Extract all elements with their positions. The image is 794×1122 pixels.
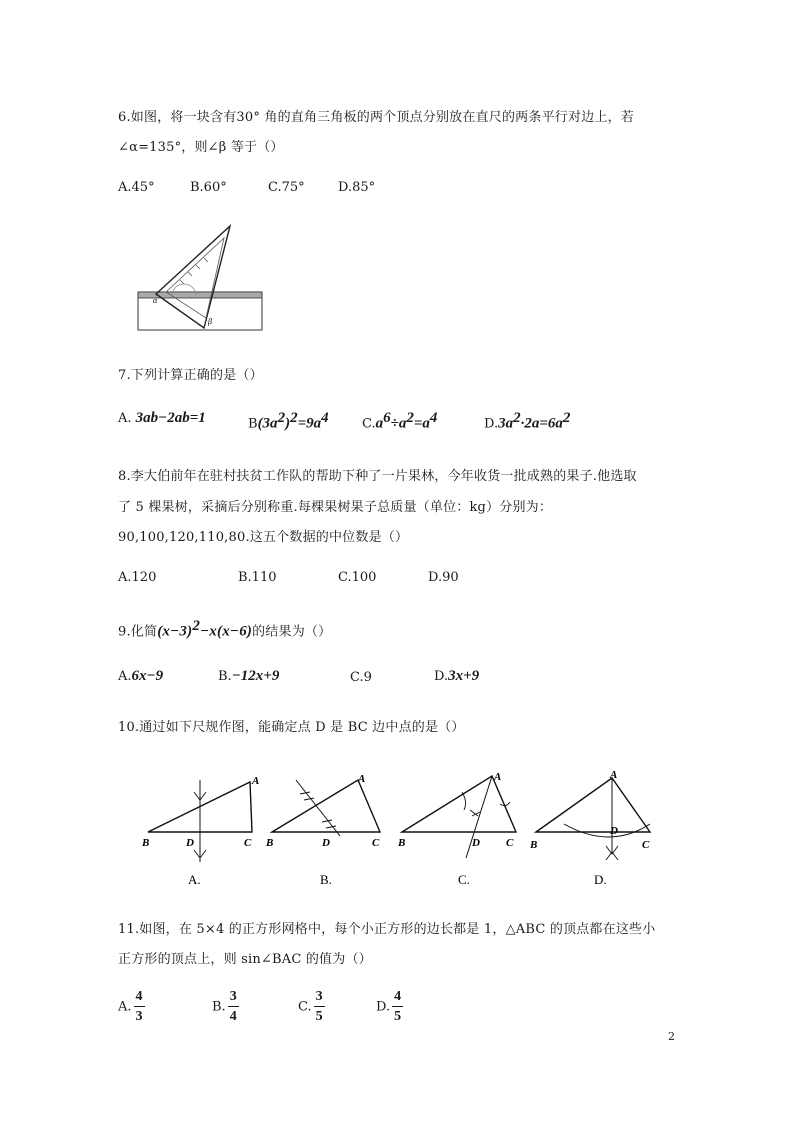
q9-option-a: A.6x−9: [118, 668, 164, 684]
q10-figure-a: [140, 770, 270, 888]
svg-text:A: A: [494, 771, 502, 783]
q8-stem-line1: 8.李大伯前年在驻村扶贫工作队的帮助下种了一片果林，今年收货一批成熟的果子.他选取: [118, 469, 637, 484]
svg-text:D: D: [322, 837, 330, 849]
svg-text:B: B: [398, 837, 406, 849]
svg-text:D: D: [186, 837, 194, 849]
q9-stem: 9.化简$(x-3)^2-x(x-6)$的结果为（）: [118, 618, 332, 640]
svg-text:A: A: [610, 769, 618, 781]
q6-option-d: D.85°: [338, 180, 376, 195]
q8-option-a: A.120: [118, 570, 157, 585]
q8-option-d: D.90: [428, 570, 459, 585]
q10-caption-d: D.: [594, 872, 607, 887]
q6-option-b: B.60°: [190, 180, 227, 195]
q6-option-c: C.75°: [268, 180, 305, 195]
q7-option-a-label: A.: [118, 411, 132, 426]
q11-option-b: B. $\frac{3}{4}$: [212, 989, 237, 1024]
svg-text:B: B: [142, 837, 150, 849]
q8-stem-line2: 了 5 棵果树，采摘后分别称重.每棵果树果子总质量（单位：kg）分别为：: [118, 500, 553, 515]
q10-caption-a: A.: [188, 872, 201, 887]
q10-caption-b: B.: [320, 872, 332, 887]
q7-option-a-expr: 3ab−2ab=1: [135, 410, 206, 426]
q11-option-d: D. $\frac{4}{5}$: [376, 989, 402, 1024]
q6-stem-line1: 6.如图，将一块含有30° 角的直角三角板的两个顶点分别放在直尺的两条平行对边上，若: [118, 110, 634, 125]
q7-option-b: $B(3a^2)^2=9a^4$: [248, 410, 329, 432]
set-square: [156, 226, 230, 328]
svg-text:C: C: [642, 839, 650, 851]
q6-stem-line2: ∠α=135°，则∠β 等于（）: [118, 140, 284, 155]
q9-option-d: D.3x+9: [434, 668, 480, 684]
q7-option-c-label: C.: [362, 416, 376, 432]
q10-figure-b: [264, 770, 394, 888]
svg-text:C: C: [372, 837, 380, 849]
svg-text:B: B: [266, 837, 274, 849]
q7-option-d-label: D.: [484, 416, 499, 432]
q10-stem: 10.通过如下尺规作图，能确定点 D 是 BC 边中点的是（）: [118, 720, 465, 735]
svg-text:C: C: [244, 837, 252, 849]
q8-option-b: B.110: [238, 570, 277, 585]
svg-text:D: D: [610, 825, 618, 837]
q7-option-d: $D.3a^2\cdot 2a=6a^2$: [484, 410, 571, 432]
beta-label: β: [208, 317, 212, 326]
q7-option-a: [118, 410, 206, 427]
q6-option-a: A.45°: [118, 180, 155, 195]
q7-option-c: $C.a^6\div a^2=a^4$: [362, 410, 438, 432]
q8-stem-line3: 90,100,120,110,80.这五个数据的中位数是（）: [118, 530, 409, 545]
svg-text:B: B: [530, 839, 538, 851]
set-square-ticks: [180, 258, 208, 284]
alpha-label: α: [153, 296, 158, 305]
q9-option-c: C.9: [350, 670, 372, 685]
q7-stem: 7.下列计算正确的是（）: [118, 368, 263, 383]
q7-option-b-label: B: [248, 416, 258, 432]
q11-option-c: C. $\frac{3}{5}$: [298, 989, 323, 1024]
q9-option-b: B.−12x+9: [218, 668, 280, 684]
q11-option-a: A. $\frac{4}{3}$: [118, 989, 143, 1024]
q11-stem-line1: 11.如图，在 5×4 的正方形网格中，每个小正方形的边长都是 1，△ABC 的顶点都在这些小: [118, 922, 656, 937]
q10-figure-d: [530, 770, 660, 888]
svg-text:A: A: [358, 773, 366, 785]
q8-option-c: C.100: [338, 570, 377, 585]
svg-text:A: A: [252, 775, 260, 787]
q6-ruler-triangle-figure: [136, 222, 266, 332]
set-square-inner: [166, 238, 224, 318]
q11-stem-line2: 正方形的顶点上，则 sin∠BAC 的值为（）: [118, 952, 372, 967]
page-number: 2: [668, 1030, 675, 1043]
q10-caption-c: C.: [458, 872, 470, 887]
q10-figure-c: [396, 770, 526, 888]
svg-text:C: C: [506, 837, 514, 849]
svg-text:D: D: [472, 837, 480, 849]
